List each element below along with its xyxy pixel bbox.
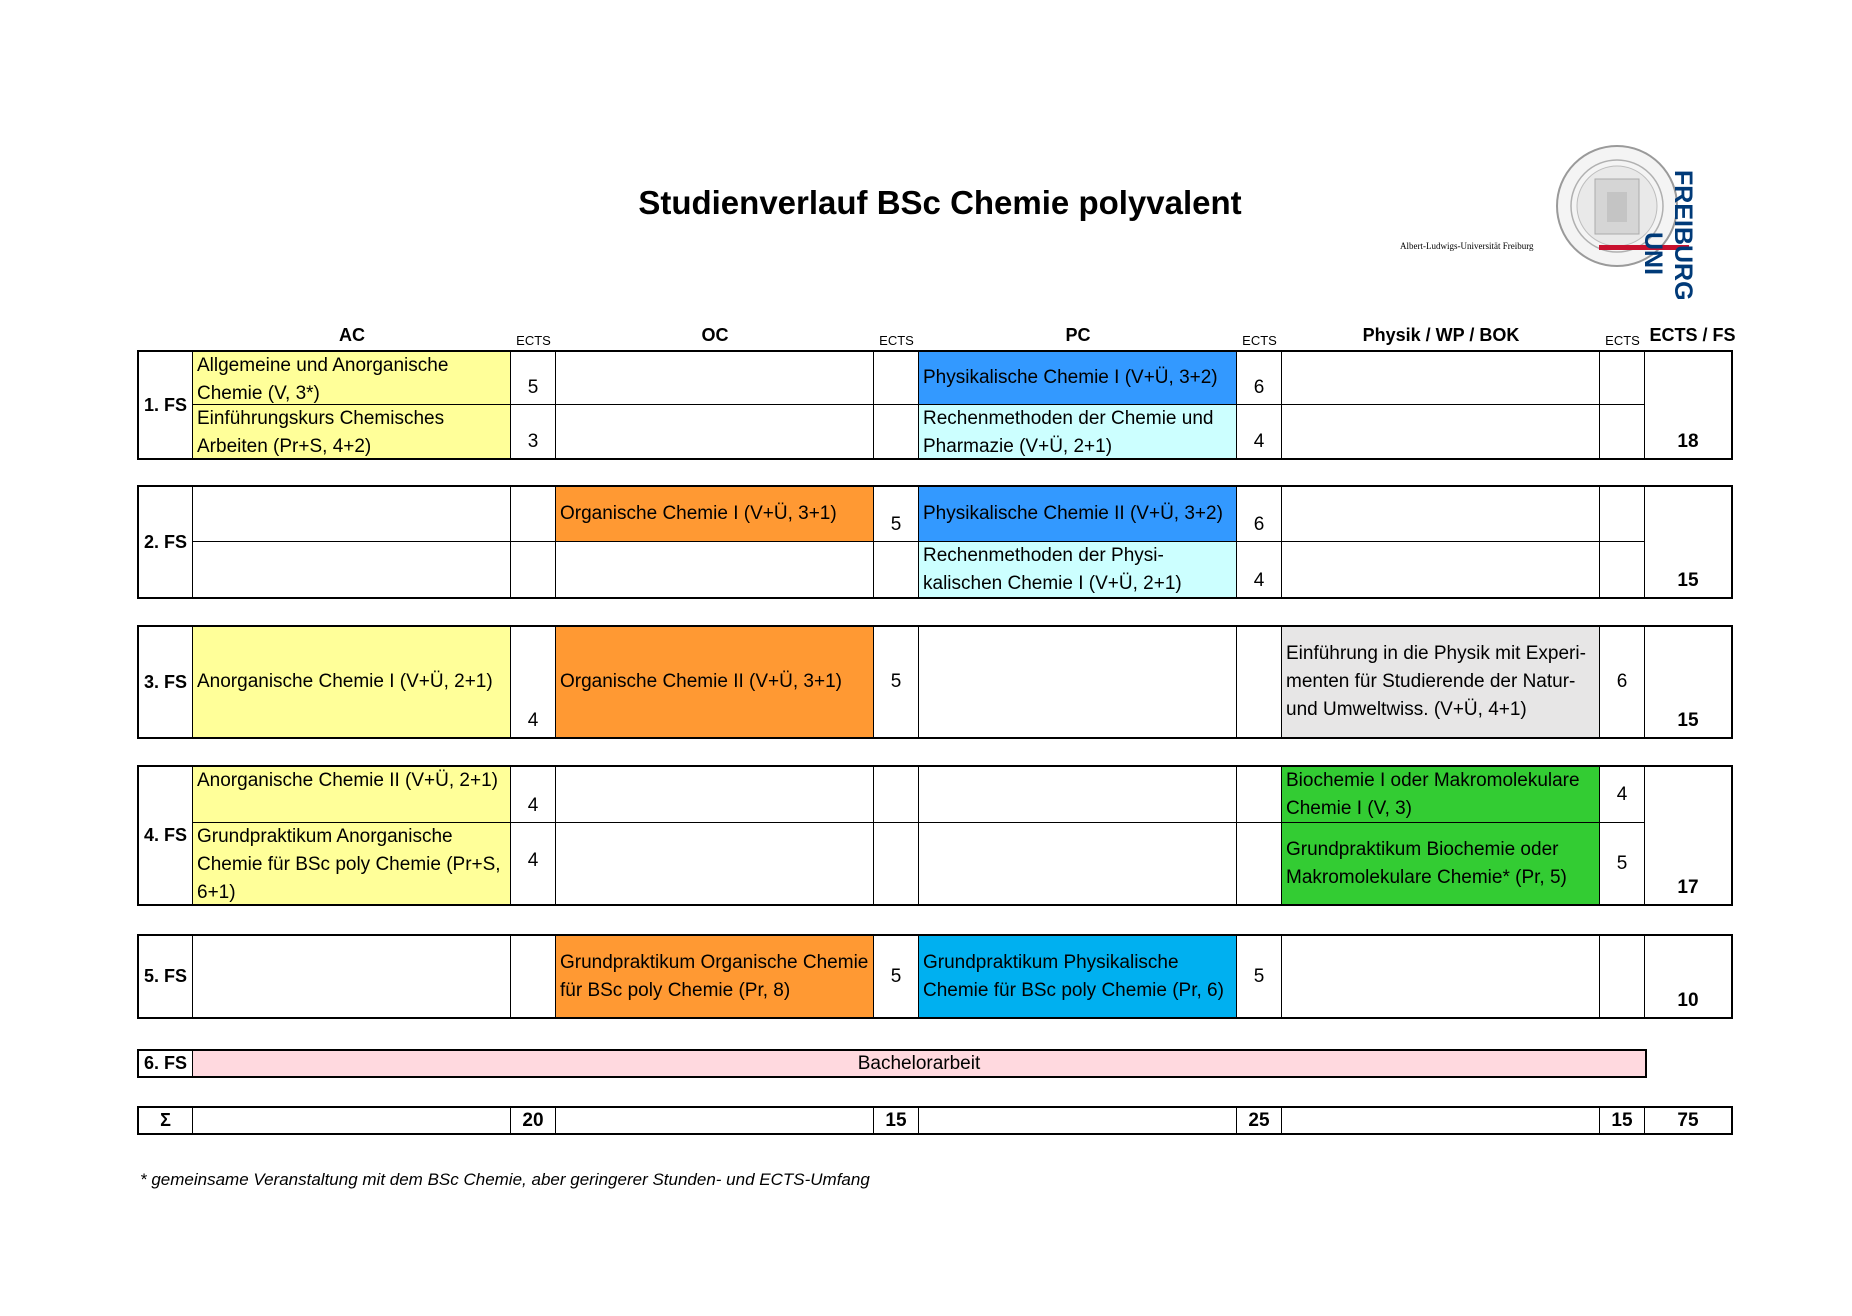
ects-value: 5 bbox=[874, 627, 919, 737]
module-organische-chemie-1: Organische Chemie I (V+Ü, 3+1) bbox=[556, 487, 874, 542]
empty-cell bbox=[1600, 405, 1645, 458]
empty-cell bbox=[193, 1108, 511, 1133]
ects-value: 4 bbox=[1237, 405, 1282, 458]
ects-value: 5 bbox=[1600, 823, 1645, 904]
empty-cell bbox=[1282, 352, 1600, 405]
header-pc: PC bbox=[1065, 325, 1091, 345]
ects-value: 4 bbox=[1600, 767, 1645, 823]
empty-cell bbox=[1282, 487, 1600, 542]
empty-cell bbox=[556, 767, 874, 823]
logo-caption: Albert-Ludwigs-Universität Freiburg bbox=[1400, 241, 1534, 251]
empty-cell bbox=[556, 823, 874, 904]
header-ac: AC bbox=[339, 325, 365, 345]
empty-cell bbox=[556, 352, 874, 405]
empty-cell bbox=[919, 823, 1237, 904]
semester-block-4 bbox=[137, 765, 1733, 906]
empty-cell bbox=[556, 405, 874, 458]
ects-value: 6 bbox=[1237, 352, 1282, 405]
empty-cell bbox=[1600, 352, 1645, 405]
empty-cell bbox=[874, 767, 919, 823]
header-ects-oc: ECTS bbox=[879, 333, 914, 348]
footnote: * gemeinsame Veranstaltung mit dem BSc Chemie, aber geringerer Stunden- und ECTS-Umfang bbox=[140, 1170, 870, 1189]
empty-cell bbox=[919, 1108, 1237, 1133]
empty-cell bbox=[874, 352, 919, 405]
empty-cell bbox=[511, 936, 556, 1017]
empty-cell bbox=[1237, 823, 1282, 904]
sum-ac-ects: 20 bbox=[511, 1108, 556, 1133]
ects-value: 3 bbox=[511, 405, 556, 458]
empty-cell bbox=[193, 487, 511, 542]
module-einfuehrungskurs-chemisches-arbeiten: Einführungskurs Chemisches Arbeiten (Pr+S, 4+2) bbox=[193, 405, 511, 458]
university-seal-logo bbox=[1555, 144, 1705, 304]
logo-text-freiburg: FREIBURG bbox=[1669, 170, 1697, 301]
empty-cell bbox=[874, 823, 919, 904]
module-physikalische-chemie-1: Physikalische Chemie I (V+Ü, 3+2) bbox=[919, 352, 1237, 405]
header-ects-per-fs: ECTS / FS bbox=[1649, 325, 1736, 345]
empty-cell bbox=[1282, 1108, 1600, 1133]
module-grundpraktikum-biochemie: Grundpraktikum Biochemie oder Makromolekulare Chemie* (Pr, 5) bbox=[1282, 823, 1600, 904]
module-anorganische-chemie-2: Anorganische Chemie II (V+Ü, 2+1) bbox=[193, 767, 511, 823]
semester-total-ects: 18 bbox=[1677, 431, 1699, 452]
ects-value: 6 bbox=[1237, 487, 1282, 542]
semester-label: 5. FS bbox=[139, 936, 193, 1017]
empty-cell bbox=[556, 542, 874, 597]
header-oc: OC bbox=[701, 325, 729, 345]
module-physikalische-chemie-2: Physikalische Chemie II (V+Ü, 3+2) bbox=[919, 487, 1237, 542]
ects-value: 5 bbox=[874, 936, 919, 1017]
header-ects-pc: ECTS bbox=[1242, 333, 1277, 348]
ects-value: 6 bbox=[1600, 627, 1645, 737]
sum-label: Σ bbox=[139, 1108, 193, 1133]
sum-pc-ects: 25 bbox=[1237, 1108, 1282, 1133]
empty-cell bbox=[556, 1108, 874, 1133]
module-biochemie-makromolekulare-chemie-1: Biochemie I oder Makromolekulare Chemie I (V, 3) bbox=[1282, 767, 1600, 823]
module-allgemeine-anorganische-chemie: Allgemeine und Anorganische Chemie (V, 3*) bbox=[193, 352, 511, 405]
module-grundpraktikum-physikalische-chemie: Grundpraktikum Physikalische Chemie für BSc poly Chemie (Pr, 6) bbox=[919, 936, 1237, 1017]
semester-block-3 bbox=[137, 625, 1733, 739]
module-bachelorarbeit: Bachelorarbeit bbox=[193, 1051, 1645, 1076]
semester-label: 3. FS bbox=[139, 627, 193, 737]
empty-cell bbox=[1600, 936, 1645, 1017]
empty-cell bbox=[1237, 627, 1282, 737]
empty-cell bbox=[1282, 542, 1600, 597]
semester-block-6 bbox=[137, 1049, 1647, 1078]
empty-cell bbox=[874, 405, 919, 458]
semester-total-ects: 17 bbox=[1677, 877, 1699, 898]
ects-value: 5 bbox=[511, 352, 556, 405]
semester-label: 6. FS bbox=[139, 1051, 193, 1076]
module-organische-chemie-2: Organische Chemie II (V+Ü, 3+1) bbox=[556, 627, 874, 737]
empty-cell bbox=[511, 542, 556, 597]
module-anorganische-chemie-1: Anorganische Chemie I (V+Ü, 2+1) bbox=[193, 627, 511, 737]
header-physik-wp-bok: Physik / WP / BOK bbox=[1362, 325, 1520, 345]
ects-value: 4 bbox=[511, 767, 556, 823]
empty-cell bbox=[919, 627, 1237, 737]
semester-block-5 bbox=[137, 934, 1733, 1019]
semester-label: 1. FS bbox=[139, 352, 193, 458]
empty-cell bbox=[511, 487, 556, 542]
module-grundpraktikum-anorganische-chemie: Grundpraktikum Anorganische Chemie für BSc poly Chemie (Pr+S, 6+1) bbox=[193, 823, 511, 904]
empty-cell bbox=[1237, 767, 1282, 823]
semester-total-ects: 15 bbox=[1677, 710, 1699, 731]
semester-label: 4. FS bbox=[139, 767, 193, 904]
empty-cell bbox=[874, 542, 919, 597]
ects-value: 4 bbox=[1237, 542, 1282, 597]
ects-value: 4 bbox=[511, 823, 556, 904]
module-grundpraktikum-organische-chemie: Grundpraktikum Organische Chemie für BSc poly Chemie (Pr, 8) bbox=[556, 936, 874, 1017]
empty-cell bbox=[1282, 405, 1600, 458]
sum-total-ects: 75 bbox=[1677, 1109, 1699, 1131]
semester-block-2 bbox=[137, 485, 1733, 599]
empty-cell bbox=[1282, 936, 1600, 1017]
header-ects-phys: ECTS bbox=[1605, 333, 1640, 348]
sum-phys-ects: 15 bbox=[1600, 1108, 1645, 1133]
semester-block-1 bbox=[137, 350, 1733, 460]
empty-cell bbox=[919, 767, 1237, 823]
header-ects-ac: ECTS bbox=[516, 333, 551, 348]
ects-value: 4 bbox=[511, 627, 556, 737]
semester-label: 2. FS bbox=[139, 487, 193, 597]
logo-text-uni: UNI bbox=[1639, 232, 1667, 276]
semester-total-ects: 10 bbox=[1677, 990, 1699, 1011]
ects-value: 5 bbox=[874, 487, 919, 542]
empty-cell bbox=[193, 542, 511, 597]
empty-cell bbox=[193, 936, 511, 1017]
empty-cell bbox=[1600, 487, 1645, 542]
module-rechenmethoden-chemie-pharmazie: Rechenmethoden der Chemie und Pharmazie (V+Ü, 2+1) bbox=[919, 405, 1237, 458]
empty-cell bbox=[1600, 542, 1645, 597]
sum-oc-ects: 15 bbox=[874, 1108, 919, 1133]
ects-value: 5 bbox=[1237, 936, 1282, 1017]
page-title: Studienverlauf BSc Chemie polyvalent bbox=[638, 184, 1242, 221]
semester-total-ects: 15 bbox=[1677, 570, 1699, 591]
ects-sum-row bbox=[137, 1106, 1733, 1135]
module-einfuehrung-physik: Einführung in die Physik mit Experi-menten für Studierende der Natur-und Umweltwiss. (V+Ü, 4+1) bbox=[1282, 627, 1600, 737]
module-rechenmethoden-physikalische-chemie: Rechenmethoden der Physi-kalischen Chemie I (V+Ü, 2+1) bbox=[919, 542, 1237, 597]
